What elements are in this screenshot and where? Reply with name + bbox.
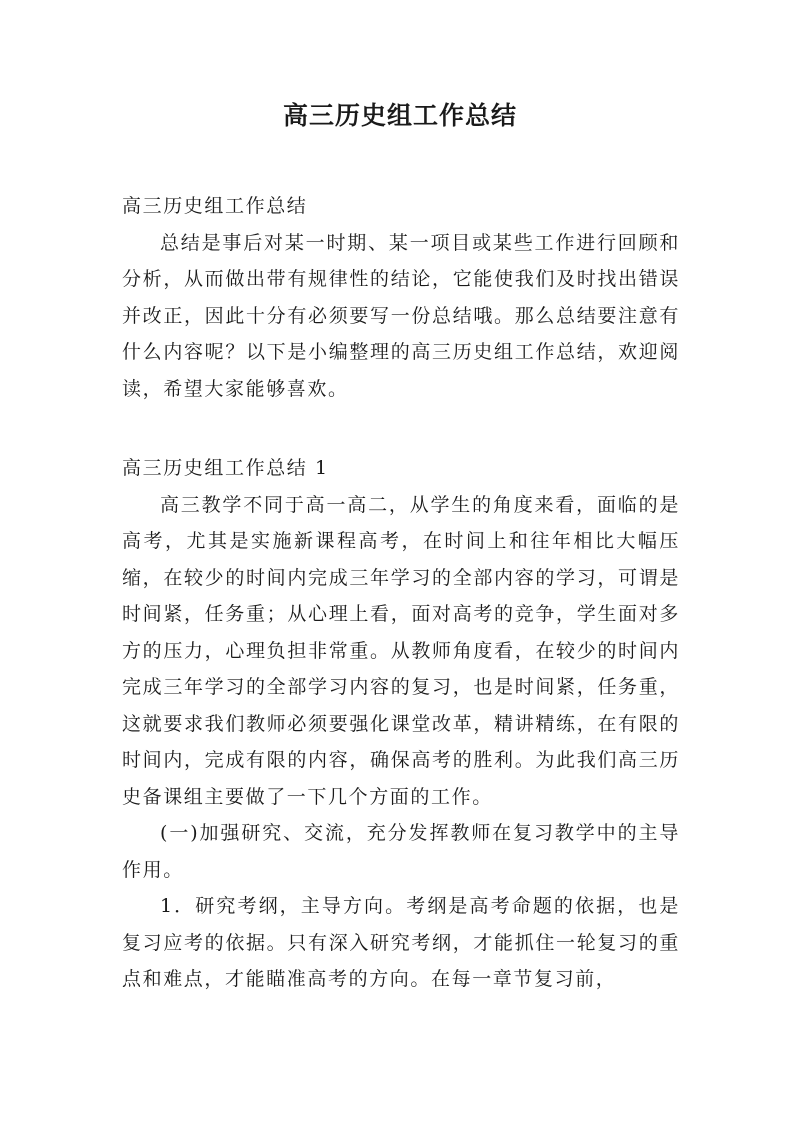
section-1-paragraph-3: 1．研究考纲，主导方向。考纲是高考命题的依据，也是复习应考的依据。只有深入研究考纲，才能抓住一轮复习的重点和难点，才能瞄准高考的方向。在每一章节复习前， (122, 895, 680, 990)
intro-heading: 高三历史组工作总结 (122, 195, 308, 217)
section-1-paragraph-1: 高三教学不同于高一高二，从学生的角度来看，面临的是高考，尤其是实施新课程高考，在时间上和往年相比大幅压缩，在较少的时间内完成三年学习的全部内容的学习，可谓是时间紧，任务重；从心理上看，面对高考的竞争，学生面对多方的压力，心理负担非常重。从教师角度看，在较少的时间内完成三年学习的全部学习内容的复习，也是时间紧，任务重，这就要求我们教师必须要强化课堂改革，精讲精练，在有限的时间内，完成有限的内容，确保高考的胜利。为此我们高三历史备课组主要做了一下几个方面的工作。 (122, 493, 680, 808)
document-title: 高三历史组工作总结 (282, 101, 517, 130)
section-1 (122, 450, 680, 998)
section-1-heading: 高三历史组工作总结 1 (122, 457, 329, 479)
intro-section (122, 188, 680, 407)
section-1-paragraph-2: (一)加强研究、交流，充分发挥教师在复习教学中的主导作用。 (122, 822, 680, 881)
intro-paragraph: 总结是事后对某一时期、某一项目或某些工作进行回顾和分析，从而做出带有规律性的结论，它能使我们及时找出错误并改正，因此十分有必须要写一份总结哦。那么总结要注意有什么内容呢？以下是小编整理的高三历史组工作总结，欢迎阅读，希望大家能够喜欢。 (122, 231, 680, 400)
